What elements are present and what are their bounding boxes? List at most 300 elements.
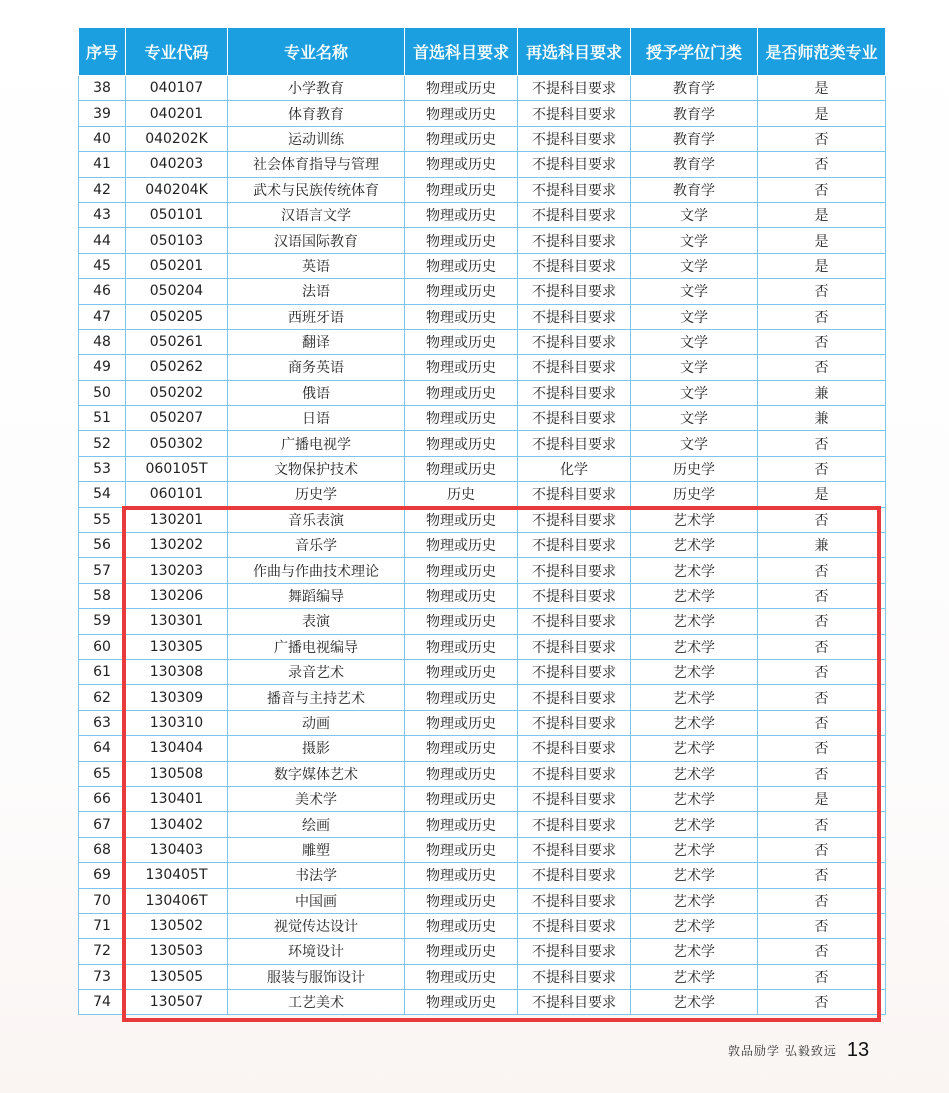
cell-degree-category: 文学 xyxy=(631,253,758,278)
cell-normal-major: 否 xyxy=(758,736,886,761)
cell-major-code: 130201 xyxy=(126,507,228,532)
cell-degree-category: 艺术学 xyxy=(631,863,758,888)
table-row xyxy=(79,736,886,761)
cell-degree-category: 艺术学 xyxy=(631,761,758,786)
table-row xyxy=(79,355,886,380)
cell-major-code: 050205 xyxy=(126,304,228,329)
cell-major-name: 法语 xyxy=(228,279,405,304)
header-normal-major: 是否师范类专业 xyxy=(758,28,886,76)
cell-degree-category: 文学 xyxy=(631,228,758,253)
cell-first-subject: 物理或历史 xyxy=(405,913,518,938)
cell-degree-category: 艺术学 xyxy=(631,990,758,1015)
cell-second-subject: 不提科目要求 xyxy=(518,634,631,659)
header-degree-category: 授予学位门类 xyxy=(631,28,758,76)
cell-index: 39 xyxy=(79,101,126,126)
table-row xyxy=(79,304,886,329)
table-row xyxy=(79,888,886,913)
cell-index: 53 xyxy=(79,456,126,481)
cell-index: 66 xyxy=(79,786,126,811)
cell-major-name: 日语 xyxy=(228,406,405,431)
cell-first-subject: 物理或历史 xyxy=(405,659,518,684)
table-row xyxy=(79,558,886,583)
cell-normal-major: 否 xyxy=(758,355,886,380)
cell-second-subject: 不提科目要求 xyxy=(518,863,631,888)
cell-first-subject: 物理或历史 xyxy=(405,304,518,329)
cell-degree-category: 文学 xyxy=(631,329,758,354)
cell-first-subject: 物理或历史 xyxy=(405,558,518,583)
cell-second-subject: 不提科目要求 xyxy=(518,736,631,761)
table-row xyxy=(79,659,886,684)
table-row xyxy=(79,228,886,253)
cell-first-subject: 物理或历史 xyxy=(405,710,518,735)
cell-first-subject: 物理或历史 xyxy=(405,736,518,761)
table-row xyxy=(79,609,886,634)
table-row xyxy=(79,837,886,862)
cell-major-name: 动画 xyxy=(228,710,405,735)
cell-index: 67 xyxy=(79,812,126,837)
cell-normal-major: 否 xyxy=(758,177,886,202)
cell-normal-major: 兼 xyxy=(758,533,886,558)
cell-major-code: 050103 xyxy=(126,228,228,253)
cell-first-subject: 物理或历史 xyxy=(405,812,518,837)
cell-major-code: 050204 xyxy=(126,279,228,304)
cell-degree-category: 艺术学 xyxy=(631,710,758,735)
cell-major-code: 130301 xyxy=(126,609,228,634)
cell-major-code: 130403 xyxy=(126,837,228,862)
cell-second-subject: 不提科目要求 xyxy=(518,990,631,1015)
table-row xyxy=(79,786,886,811)
cell-degree-category: 历史学 xyxy=(631,482,758,507)
cell-second-subject: 不提科目要求 xyxy=(518,431,631,456)
cell-normal-major: 否 xyxy=(758,279,886,304)
cell-first-subject: 物理或历史 xyxy=(405,837,518,862)
table-row xyxy=(79,329,886,354)
cell-index: 61 xyxy=(79,659,126,684)
cell-degree-category: 教育学 xyxy=(631,76,758,101)
cell-normal-major: 否 xyxy=(758,990,886,1015)
page-footer xyxy=(728,1036,869,1064)
cell-major-code: 130404 xyxy=(126,736,228,761)
cell-major-code: 130202 xyxy=(126,533,228,558)
cell-major-name: 运动训练 xyxy=(228,126,405,151)
footer-motto: 敦品励学 弘毅致远 xyxy=(728,1043,837,1058)
cell-index: 49 xyxy=(79,355,126,380)
table-row xyxy=(79,685,886,710)
cell-degree-category: 文学 xyxy=(631,406,758,431)
cell-normal-major: 是 xyxy=(758,202,886,227)
cell-degree-category: 教育学 xyxy=(631,152,758,177)
header-index: 序号 xyxy=(79,28,126,76)
cell-major-code: 130508 xyxy=(126,761,228,786)
cell-index: 71 xyxy=(79,913,126,938)
cell-major-code: 130203 xyxy=(126,558,228,583)
cell-major-name: 绘画 xyxy=(228,812,405,837)
cell-index: 70 xyxy=(79,888,126,913)
header-second-subject: 再选科目要求 xyxy=(518,28,631,76)
cell-degree-category: 艺术学 xyxy=(631,786,758,811)
table-header-row xyxy=(79,28,886,76)
cell-index: 46 xyxy=(79,279,126,304)
cell-degree-category: 艺术学 xyxy=(631,736,758,761)
cell-second-subject: 不提科目要求 xyxy=(518,76,631,101)
cell-normal-major: 是 xyxy=(758,482,886,507)
cell-major-code: 130305 xyxy=(126,634,228,659)
cell-index: 74 xyxy=(79,990,126,1015)
cell-second-subject: 不提科目要求 xyxy=(518,253,631,278)
cell-normal-major: 兼 xyxy=(758,406,886,431)
cell-second-subject: 不提科目要求 xyxy=(518,380,631,405)
cell-degree-category: 历史学 xyxy=(631,456,758,481)
cell-major-name: 工艺美术 xyxy=(228,990,405,1015)
cell-normal-major: 否 xyxy=(758,304,886,329)
cell-first-subject: 物理或历史 xyxy=(405,888,518,913)
cell-normal-major: 否 xyxy=(758,761,886,786)
cell-major-code: 130507 xyxy=(126,990,228,1015)
cell-index: 44 xyxy=(79,228,126,253)
cell-degree-category: 艺术学 xyxy=(631,888,758,913)
cell-normal-major: 是 xyxy=(758,228,886,253)
table-row xyxy=(79,76,886,101)
majors-table xyxy=(78,27,886,1015)
cell-first-subject: 物理或历史 xyxy=(405,507,518,532)
cell-normal-major: 否 xyxy=(758,812,886,837)
cell-first-subject: 物理或历史 xyxy=(405,380,518,405)
cell-second-subject: 不提科目要求 xyxy=(518,786,631,811)
cell-major-code: 130402 xyxy=(126,812,228,837)
cell-degree-category: 教育学 xyxy=(631,177,758,202)
cell-second-subject: 不提科目要求 xyxy=(518,888,631,913)
cell-second-subject: 不提科目要求 xyxy=(518,837,631,862)
cell-major-name: 视觉传达设计 xyxy=(228,913,405,938)
cell-major-name: 音乐表演 xyxy=(228,507,405,532)
cell-major-name: 美术学 xyxy=(228,786,405,811)
cell-first-subject: 物理或历史 xyxy=(405,533,518,558)
cell-degree-category: 文学 xyxy=(631,431,758,456)
cell-second-subject: 不提科目要求 xyxy=(518,482,631,507)
cell-major-code: 130309 xyxy=(126,685,228,710)
cell-normal-major: 是 xyxy=(758,76,886,101)
cell-first-subject: 物理或历史 xyxy=(405,431,518,456)
cell-normal-major: 否 xyxy=(758,888,886,913)
cell-major-name: 文物保护技术 xyxy=(228,456,405,481)
cell-first-subject: 物理或历史 xyxy=(405,685,518,710)
cell-first-subject: 物理或历史 xyxy=(405,761,518,786)
cell-second-subject: 不提科目要求 xyxy=(518,329,631,354)
cell-major-code: 040202K xyxy=(126,126,228,151)
cell-first-subject: 物理或历史 xyxy=(405,152,518,177)
cell-second-subject: 不提科目要求 xyxy=(518,533,631,558)
cell-index: 42 xyxy=(79,177,126,202)
cell-degree-category: 艺术学 xyxy=(631,939,758,964)
table-row xyxy=(79,431,886,456)
cell-major-code: 040107 xyxy=(126,76,228,101)
cell-major-name: 舞蹈编导 xyxy=(228,583,405,608)
cell-major-name: 中国画 xyxy=(228,888,405,913)
cell-major-name: 小学教育 xyxy=(228,76,405,101)
cell-major-name: 社会体育指导与管理 xyxy=(228,152,405,177)
cell-major-code: 130206 xyxy=(126,583,228,608)
cell-major-code: 130505 xyxy=(126,964,228,989)
cell-major-name: 服装与服饰设计 xyxy=(228,964,405,989)
cell-degree-category: 艺术学 xyxy=(631,634,758,659)
cell-degree-category: 文学 xyxy=(631,355,758,380)
table-row xyxy=(79,177,886,202)
cell-index: 41 xyxy=(79,152,126,177)
cell-major-code: 050302 xyxy=(126,431,228,456)
cell-index: 54 xyxy=(79,482,126,507)
cell-first-subject: 物理或历史 xyxy=(405,76,518,101)
cell-first-subject: 物理或历史 xyxy=(405,406,518,431)
cell-degree-category: 文学 xyxy=(631,202,758,227)
header-major-name: 专业名称 xyxy=(228,28,405,76)
cell-major-code: 130308 xyxy=(126,659,228,684)
cell-normal-major: 否 xyxy=(758,863,886,888)
cell-second-subject: 不提科目要求 xyxy=(518,761,631,786)
cell-degree-category: 艺术学 xyxy=(631,685,758,710)
cell-major-code: 130310 xyxy=(126,710,228,735)
cell-degree-category: 教育学 xyxy=(631,101,758,126)
cell-degree-category: 艺术学 xyxy=(631,964,758,989)
cell-degree-category: 文学 xyxy=(631,279,758,304)
table-row xyxy=(79,990,886,1015)
table-row xyxy=(79,863,886,888)
cell-degree-category: 艺术学 xyxy=(631,659,758,684)
table-row xyxy=(79,964,886,989)
cell-first-subject: 物理或历史 xyxy=(405,863,518,888)
cell-major-name: 雕塑 xyxy=(228,837,405,862)
cell-major-name: 翻译 xyxy=(228,329,405,354)
cell-first-subject: 物理或历史 xyxy=(405,101,518,126)
cell-major-code: 060105T xyxy=(126,456,228,481)
cell-degree-category: 文学 xyxy=(631,380,758,405)
table-row xyxy=(79,913,886,938)
cell-major-name: 书法学 xyxy=(228,863,405,888)
page-number: 13 xyxy=(846,1038,870,1061)
cell-index: 64 xyxy=(79,736,126,761)
cell-major-code: 060101 xyxy=(126,482,228,507)
cell-degree-category: 艺术学 xyxy=(631,558,758,583)
header-major-code: 专业代码 xyxy=(126,28,228,76)
cell-normal-major: 兼 xyxy=(758,380,886,405)
cell-major-name: 英语 xyxy=(228,253,405,278)
table-row xyxy=(79,380,886,405)
cell-index: 48 xyxy=(79,329,126,354)
cell-degree-category: 艺术学 xyxy=(631,507,758,532)
cell-second-subject: 不提科目要求 xyxy=(518,558,631,583)
cell-degree-category: 艺术学 xyxy=(631,837,758,862)
cell-degree-category: 艺术学 xyxy=(631,583,758,608)
cell-major-name: 播音与主持艺术 xyxy=(228,685,405,710)
cell-second-subject: 不提科目要求 xyxy=(518,355,631,380)
cell-index: 38 xyxy=(79,76,126,101)
cell-second-subject: 不提科目要求 xyxy=(518,964,631,989)
cell-normal-major: 否 xyxy=(758,152,886,177)
cell-major-name: 俄语 xyxy=(228,380,405,405)
table-row xyxy=(79,812,886,837)
cell-major-name: 表演 xyxy=(228,609,405,634)
cell-normal-major: 是 xyxy=(758,786,886,811)
cell-normal-major: 否 xyxy=(758,659,886,684)
cell-second-subject: 不提科目要求 xyxy=(518,126,631,151)
cell-normal-major: 否 xyxy=(758,456,886,481)
table-row xyxy=(79,507,886,532)
cell-normal-major: 否 xyxy=(758,558,886,583)
cell-first-subject: 物理或历史 xyxy=(405,583,518,608)
cell-normal-major: 否 xyxy=(758,939,886,964)
cell-major-code: 050207 xyxy=(126,406,228,431)
cell-degree-category: 艺术学 xyxy=(631,812,758,837)
cell-first-subject: 物理或历史 xyxy=(405,279,518,304)
table-row xyxy=(79,456,886,481)
cell-second-subject: 不提科目要求 xyxy=(518,939,631,964)
cell-major-code: 050202 xyxy=(126,380,228,405)
table-row xyxy=(79,152,886,177)
cell-normal-major: 否 xyxy=(758,710,886,735)
cell-normal-major: 否 xyxy=(758,913,886,938)
cell-index: 65 xyxy=(79,761,126,786)
cell-first-subject: 物理或历史 xyxy=(405,786,518,811)
table-row xyxy=(79,279,886,304)
cell-index: 73 xyxy=(79,964,126,989)
cell-index: 45 xyxy=(79,253,126,278)
table-row xyxy=(79,939,886,964)
cell-normal-major: 否 xyxy=(758,126,886,151)
cell-first-subject: 历史 xyxy=(405,482,518,507)
cell-index: 60 xyxy=(79,634,126,659)
cell-index: 50 xyxy=(79,380,126,405)
cell-major-code: 040204K xyxy=(126,177,228,202)
cell-degree-category: 文学 xyxy=(631,304,758,329)
cell-index: 63 xyxy=(79,710,126,735)
cell-normal-major: 否 xyxy=(758,685,886,710)
cell-second-subject: 不提科目要求 xyxy=(518,406,631,431)
cell-second-subject: 不提科目要求 xyxy=(518,609,631,634)
cell-second-subject: 不提科目要求 xyxy=(518,659,631,684)
cell-second-subject: 不提科目要求 xyxy=(518,279,631,304)
cell-major-code: 050261 xyxy=(126,329,228,354)
header-first-subject: 首选科目要求 xyxy=(405,28,518,76)
cell-first-subject: 物理或历史 xyxy=(405,126,518,151)
table-row xyxy=(79,761,886,786)
cell-normal-major: 否 xyxy=(758,837,886,862)
table-row xyxy=(79,101,886,126)
cell-first-subject: 物理或历史 xyxy=(405,228,518,253)
cell-major-name: 环境设计 xyxy=(228,939,405,964)
cell-second-subject: 不提科目要求 xyxy=(518,177,631,202)
cell-major-name: 广播电视编导 xyxy=(228,634,405,659)
cell-normal-major: 否 xyxy=(758,634,886,659)
majors-table-container xyxy=(78,27,885,1015)
cell-first-subject: 物理或历史 xyxy=(405,355,518,380)
cell-normal-major: 否 xyxy=(758,583,886,608)
cell-index: 52 xyxy=(79,431,126,456)
table-row xyxy=(79,634,886,659)
cell-first-subject: 物理或历史 xyxy=(405,456,518,481)
cell-first-subject: 物理或历史 xyxy=(405,634,518,659)
cell-major-code: 130401 xyxy=(126,786,228,811)
cell-index: 58 xyxy=(79,583,126,608)
cell-normal-major: 否 xyxy=(758,964,886,989)
cell-first-subject: 物理或历史 xyxy=(405,990,518,1015)
table-row xyxy=(79,482,886,507)
cell-second-subject: 不提科目要求 xyxy=(518,152,631,177)
cell-major-code: 050201 xyxy=(126,253,228,278)
cell-index: 62 xyxy=(79,685,126,710)
cell-index: 43 xyxy=(79,202,126,227)
cell-first-subject: 物理或历史 xyxy=(405,329,518,354)
cell-major-name: 体育教育 xyxy=(228,101,405,126)
cell-normal-major: 否 xyxy=(758,431,886,456)
cell-major-name: 汉语言文学 xyxy=(228,202,405,227)
cell-major-name: 录音艺术 xyxy=(228,659,405,684)
cell-major-name: 汉语国际教育 xyxy=(228,228,405,253)
cell-index: 59 xyxy=(79,609,126,634)
cell-major-code: 130405T xyxy=(126,863,228,888)
cell-major-name: 数字媒体艺术 xyxy=(228,761,405,786)
cell-first-subject: 物理或历史 xyxy=(405,202,518,227)
cell-major-name: 西班牙语 xyxy=(228,304,405,329)
cell-first-subject: 物理或历史 xyxy=(405,939,518,964)
cell-index: 51 xyxy=(79,406,126,431)
cell-degree-category: 艺术学 xyxy=(631,609,758,634)
table-row xyxy=(79,406,886,431)
cell-degree-category: 教育学 xyxy=(631,126,758,151)
cell-index: 72 xyxy=(79,939,126,964)
cell-first-subject: 物理或历史 xyxy=(405,177,518,202)
cell-degree-category: 艺术学 xyxy=(631,533,758,558)
cell-major-code: 050101 xyxy=(126,202,228,227)
cell-index: 57 xyxy=(79,558,126,583)
cell-second-subject: 不提科目要求 xyxy=(518,710,631,735)
cell-index: 55 xyxy=(79,507,126,532)
cell-major-name: 摄影 xyxy=(228,736,405,761)
table-row xyxy=(79,583,886,608)
cell-major-name: 商务英语 xyxy=(228,355,405,380)
cell-major-name: 广播电视学 xyxy=(228,431,405,456)
cell-second-subject: 不提科目要求 xyxy=(518,913,631,938)
table-row xyxy=(79,126,886,151)
cell-normal-major: 否 xyxy=(758,609,886,634)
cell-second-subject: 不提科目要求 xyxy=(518,202,631,227)
cell-index: 56 xyxy=(79,533,126,558)
cell-major-name: 作曲与作曲技术理论 xyxy=(228,558,405,583)
cell-major-name: 武术与民族传统体育 xyxy=(228,177,405,202)
cell-normal-major: 是 xyxy=(758,101,886,126)
cell-second-subject: 不提科目要求 xyxy=(518,228,631,253)
cell-first-subject: 物理或历史 xyxy=(405,609,518,634)
cell-normal-major: 否 xyxy=(758,329,886,354)
cell-major-name: 音乐学 xyxy=(228,533,405,558)
cell-major-code: 040201 xyxy=(126,101,228,126)
cell-major-code: 130503 xyxy=(126,939,228,964)
cell-second-subject: 化学 xyxy=(518,456,631,481)
cell-second-subject: 不提科目要求 xyxy=(518,507,631,532)
cell-first-subject: 物理或历史 xyxy=(405,253,518,278)
cell-first-subject: 物理或历史 xyxy=(405,964,518,989)
table-row xyxy=(79,710,886,735)
table-row xyxy=(79,202,886,227)
cell-second-subject: 不提科目要求 xyxy=(518,583,631,608)
table-body xyxy=(79,76,886,1015)
cell-second-subject: 不提科目要求 xyxy=(518,304,631,329)
cell-index: 40 xyxy=(79,126,126,151)
cell-major-name: 历史学 xyxy=(228,482,405,507)
cell-index: 69 xyxy=(79,863,126,888)
cell-major-code: 130502 xyxy=(126,913,228,938)
cell-second-subject: 不提科目要求 xyxy=(518,685,631,710)
table-row xyxy=(79,253,886,278)
cell-normal-major: 否 xyxy=(758,507,886,532)
